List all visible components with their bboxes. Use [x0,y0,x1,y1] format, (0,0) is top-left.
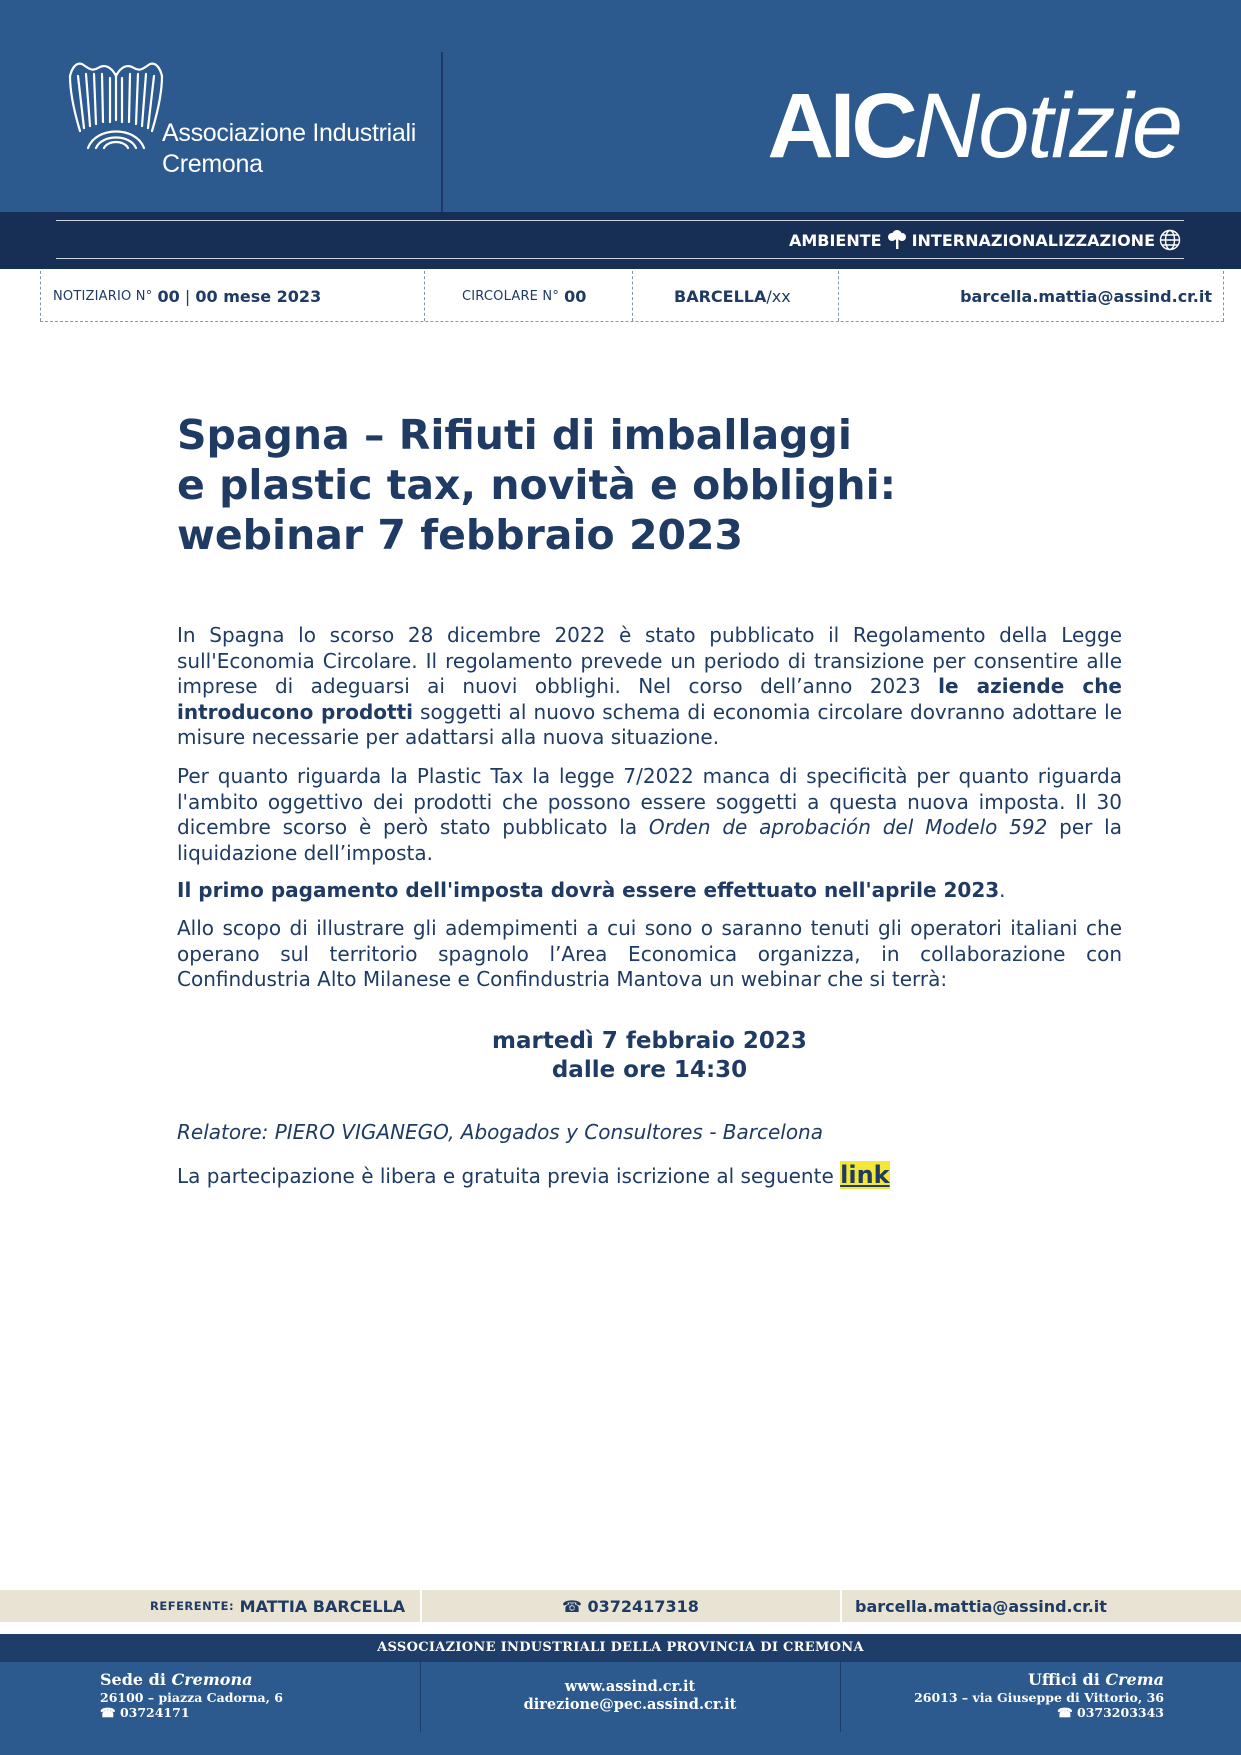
contact-band [0,1590,1241,1622]
uffici-city: Crema [1105,1670,1164,1689]
info-row [40,271,1224,322]
header-email-link[interactable]: barcella.mattia@assind.cr.it [960,286,1212,306]
notiziario-number: 00 [157,286,180,306]
circolare-number: 00 [564,286,587,306]
event-date: martedì 7 febbraio 2023 [492,1028,807,1054]
phone-icon: ☎ [562,1596,582,1616]
p2-italic: Orden de aprobación del Modelo 592 [648,815,1048,839]
brand-title [767,76,1181,176]
info-separator [632,271,633,321]
contact-separator [840,1590,842,1622]
logo-eagle-icon [66,56,166,156]
phone-icon: ☎ [100,1705,116,1720]
footer-pec-link[interactable]: direzione@pec.assind.cr.it [523,1696,737,1713]
contact-email-cell [855,1590,1107,1622]
header-divider [441,52,443,212]
brand-bold: AIC [767,75,914,177]
topic-ambiente: AMBIENTE [788,230,882,250]
info-separator [838,271,839,321]
reference-cell [674,271,791,321]
notiziario-separator: | [184,286,191,306]
topic-row [789,229,1181,251]
sede-title: Sede di [100,1670,172,1689]
contact-email-link[interactable]: barcella.mattia@assind.cr.it [855,1596,1107,1616]
p1-bold: le aziende che introducono prodotti [177,674,1122,724]
event-details [177,1027,1122,1085]
p3-end: . [999,878,1006,902]
email-cell [960,271,1212,321]
uffici-address: 26013 – via Giuseppe di Vittorio, 36 [914,1690,1164,1705]
title-line: Spagna – Rifiuti di imballaggi [177,411,852,459]
reference-suffix: /xx [766,286,791,306]
topic-internazionalizzazione: INTERNAZIONALIZZAZIONE [911,230,1155,250]
p1-text-end: soggetti al nuovo schema di economia circolare dovranno adottare le misure necessarie per adattarsi alla nuova situazione. [177,699,1122,749]
title-line: e plastic tax, novità e obblighi: [177,461,897,509]
notiziario-cell [53,271,321,321]
uffici-title: Uffici di [1027,1670,1106,1689]
referente-cell [150,1590,405,1622]
p2-text: Per quanto riguarda la Plastic Tax la legge 7/2022 manca di specificità per quanto riguarda l'ambito oggettivo dei prodotti che possono essere soggetti a questa nuova imposta. Il 30 dicembre scorso è però stato pubblicato la [177,764,1122,839]
speaker: Relatore: PIERO VIGANEGO, Abogados y Consultores - Barcelona [177,1120,823,1144]
footer-web [420,1678,840,1714]
p2-text-end: per la liquidazione dell’imposta. [177,815,1122,865]
sede-city: Cremona [171,1670,253,1689]
topic-rule-bottom [56,258,1184,259]
footer-association: ASSOCIAZIONE INDUSTRIALI DELLA PROVINCIA DI CREMONA [377,1640,864,1655]
p3-bold: Il primo pagamento dell'imposta dovrà essere effettuato nell'aprile 2023 [177,878,1000,902]
org-name [162,118,416,180]
brand-light: Notizie [913,75,1181,177]
footer-website-link[interactable]: www.assind.cr.it [564,1678,696,1695]
uffici-phone: 0373203343 [1077,1705,1164,1720]
tree-icon [886,229,908,251]
signup-line [177,1161,890,1189]
info-separator [40,271,41,321]
notiziario-date: 00 mese 2023 [195,286,322,306]
circolare-label: CIRCOLARE N° [462,288,560,304]
paragraph-economia-circolare [177,623,1122,751]
org-name-line1: Associazione Industriali [162,119,417,147]
article-title [177,410,1057,560]
sede-phone: 03724171 [119,1705,190,1720]
paragraph-plastic-tax [177,764,1122,866]
contact-phone[interactable]: 0372417318 [587,1596,699,1616]
contact-separator [420,1590,422,1622]
footer-sede-cremona [100,1670,283,1720]
paragraph-first-payment [177,878,1122,904]
referente-name: MATTIA BARCELLA [239,1596,406,1616]
phone-icon: ☎ [1057,1705,1073,1720]
info-separator [424,271,425,321]
circolare-cell [462,271,586,321]
notiziario-label: NOTIZIARIO N° [53,288,153,304]
p1-text: In Spagna lo scorso 28 dicembre 2022 è stato pubblicato il Regolamento della Legge sull'Economia Circolare. Il regolamento prevede un periodo di transizione per consentire alle imprese di adeguarsi ai nuovi obblighi. Nel corso dell’anno 2023 [177,623,1122,698]
referente-label: REFERENTE: [150,1599,235,1613]
signup-text: La partecipazione è libera e gratuita previa iscrizione al seguente [177,1164,841,1188]
footer-separator [840,1662,841,1732]
topic-rule-top [56,220,1184,221]
reference-name: BARCELLA [674,286,767,306]
paragraph-webinar-intro: Allo scopo di illustrare gli adempimenti a cui sono o saranno tenuti gli operatori italiani che operano sul territorio spagnolo l’Area Economica organizza, in collaborazione con Confindustria Alto Milanese e Confindustria Mantova un webinar che si terrà: [177,916,1122,991]
info-separator [1223,271,1224,321]
globe-icon [1159,229,1181,251]
event-time: dalle ore 14:30 [551,1057,748,1083]
registration-link[interactable]: link [840,1161,890,1189]
title-line: webinar 7 febbraio 2023 [177,511,744,559]
sede-address: 26100 – piazza Cadorna, 6 [100,1690,283,1705]
org-name-line2: Cremona [162,150,263,178]
footer-uffici-crema [914,1670,1164,1720]
phone-cell [562,1590,699,1622]
